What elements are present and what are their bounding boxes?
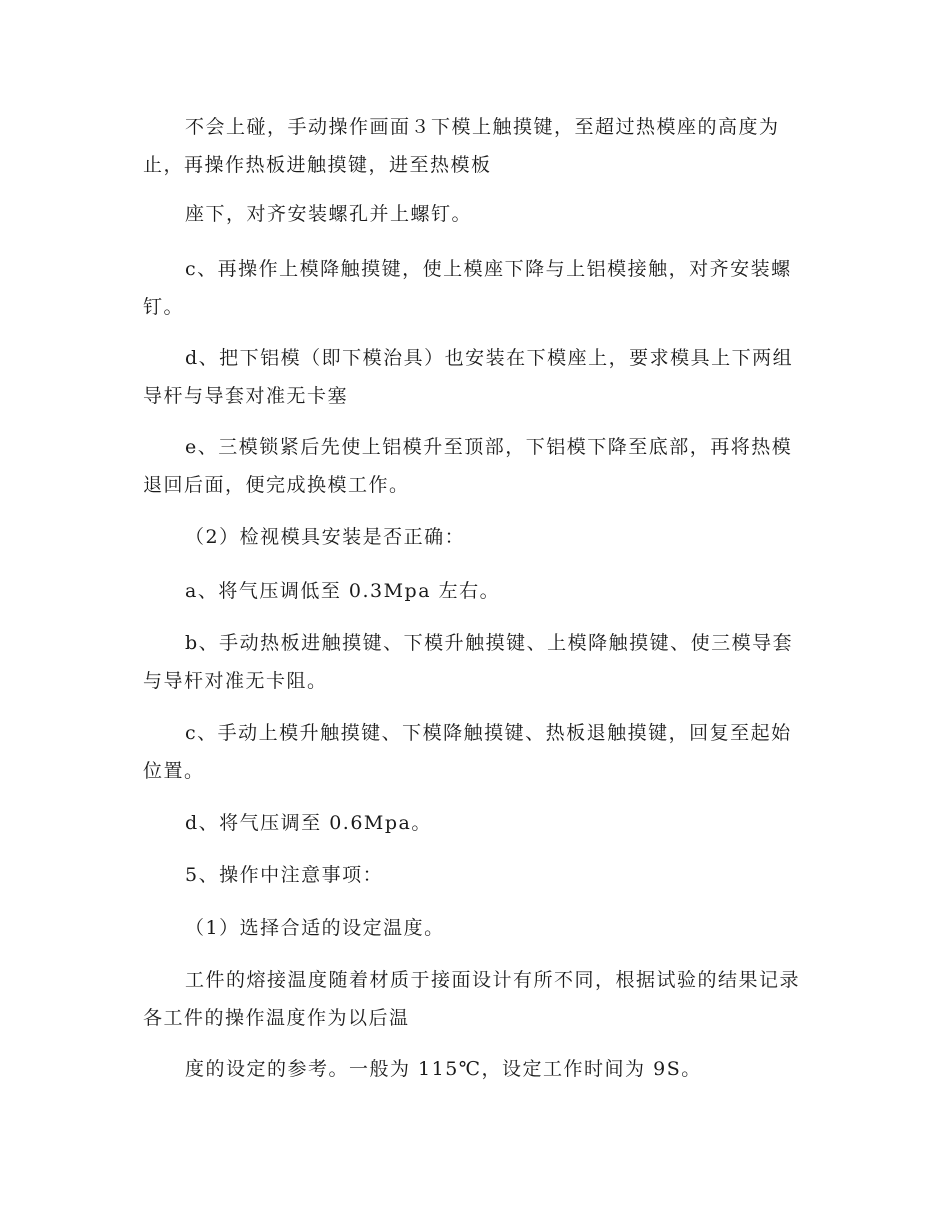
paragraph-8: b、手动热板进触摸键、下模升触摸键、上模降触摸键、使三模导套与导杆对准无卡阻。 bbox=[143, 632, 794, 692]
paragraph-13: 工件的熔接温度随着材质于接面设计有所不同，根据试验的结果记录各工件的操作温度作为以后温 bbox=[143, 969, 801, 1029]
paragraph-4: d、把下铝模（即下模治具）也安装在下模座上，要求模具上下两组导杆与导套对准无卡塞 bbox=[143, 347, 794, 407]
paragraph-6: （2）检视模具安装是否正确： bbox=[185, 526, 466, 548]
paragraph-12: （1）选择合适的设定温度。 bbox=[185, 917, 445, 939]
paragraph-10: d、将气压调至 0.6Mpa。 bbox=[185, 812, 432, 834]
paragraph-11: 5、操作中注意事项： bbox=[185, 864, 384, 886]
paragraph-5: e、三模锁紧后先使上铝模升至顶部，下铝模下降至底部，再将热模退回后面，便完成换模工作。 bbox=[143, 436, 793, 496]
paragraph-1: 不会上碰，手动操作画面３下模上触摸键，至超过热模座的高度为止，再操作热板进触摸键，进至热模板 bbox=[143, 116, 780, 176]
paragraph-9: c、手动上模升触摸键、下模降触摸键、热板退触摸键，回复至起始位置。 bbox=[143, 722, 792, 782]
paragraph-14: 度的设定的参考。一般为 115℃，设定工作时间为 9S。 bbox=[185, 1058, 702, 1080]
paragraph-3: c、再操作上模降触摸键，使上模座下降与上铝模接触，对齐安装螺钉。 bbox=[143, 258, 792, 318]
paragraph-7: a、将气压调低至 0.3Mpa 左右。 bbox=[185, 580, 501, 602]
paragraph-2: 座下，对齐安装螺孔并上螺钉。 bbox=[185, 203, 473, 225]
